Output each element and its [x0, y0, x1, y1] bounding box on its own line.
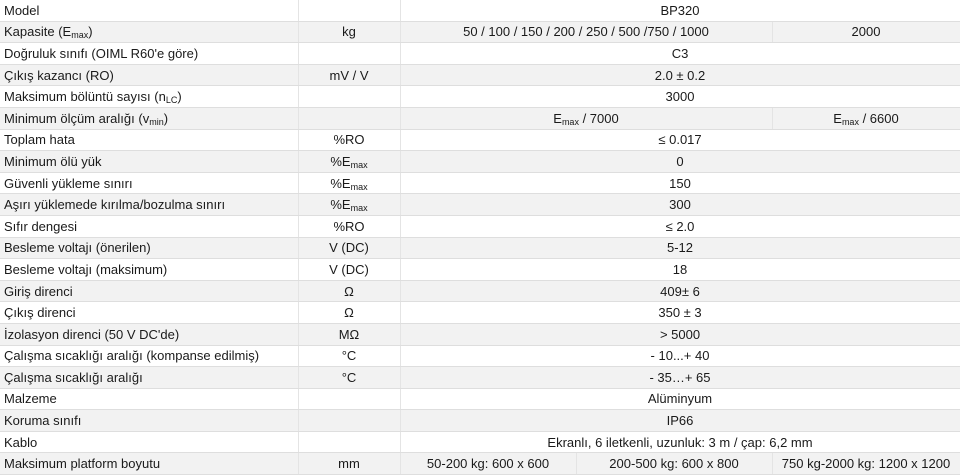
unit-cell: Ω [298, 280, 400, 302]
row-min-interval [0, 107, 960, 129]
row-capacity [0, 21, 960, 43]
row-output-gain [0, 64, 960, 86]
unit-cell: $\%E_{max}$ [298, 194, 400, 216]
param-label: Aşırı yüklemede kırılma/bozulma sınırı [0, 194, 298, 216]
value-cell: 0 [400, 151, 960, 173]
value-cell: 5-12 [400, 237, 960, 259]
unit-cell [298, 431, 400, 453]
row-model [0, 0, 960, 21]
value-cell: 200-500 kg: 600 x 800 [576, 453, 772, 475]
value-cell: 300 [400, 194, 960, 216]
row-zero-balance [0, 215, 960, 237]
param-label: Sıfır dengesi [0, 215, 298, 237]
value-cell: 750 kg-2000 kg: 1200 x 1200 [772, 453, 960, 475]
param-label: Kapasite $(E_{max})$ [0, 21, 298, 43]
value-cell: - 35…+ 65 [400, 367, 960, 389]
param-label: Maksimum bölüntü sayısı $(n_{LC})$ [0, 86, 298, 108]
unit-cell [298, 0, 400, 21]
unit-cell [298, 43, 400, 65]
unit-cell: $\%E_{max}$ [298, 151, 400, 173]
row-total-error [0, 129, 960, 151]
row-accuracy-class [0, 43, 960, 65]
row-supply-max [0, 259, 960, 281]
row-max-divisions [0, 86, 960, 108]
param-label: Giriş direnci [0, 280, 298, 302]
value-cell: C3 [400, 43, 960, 65]
unit-cell: V (DC) [298, 237, 400, 259]
unit-cell: mV / V [298, 64, 400, 86]
value-cell: 18 [400, 259, 960, 281]
row-break-load [0, 194, 960, 216]
unit-cell: °C [298, 345, 400, 367]
row-temp-compensated [0, 345, 960, 367]
value-cell: BP320 [400, 0, 960, 21]
row-min-dead-load [0, 151, 960, 173]
param-label: Minimum ölü yük [0, 151, 298, 173]
value-cell: 50-200 kg: 600 x 600 [400, 453, 576, 475]
row-supply-recommended [0, 237, 960, 259]
unit-cell: %RO [298, 129, 400, 151]
unit-cell [298, 107, 400, 129]
param-label: Toplam hata [0, 129, 298, 151]
value-cell: ≤ 0.017 [400, 129, 960, 151]
unit-cell: $\%E_{max}$ [298, 172, 400, 194]
unit-cell: mm [298, 453, 400, 475]
unit-cell: %RO [298, 215, 400, 237]
value-cell: Ekranlı, 6 iletkenli, uzunluk: 3 m / çap: 6,2 mm [400, 431, 960, 453]
param-label: İzolasyon direnci (50 V DC'de) [0, 323, 298, 345]
value-cell: 2000 [772, 21, 960, 43]
param-label: Besleme voltajı (önerilen) [0, 237, 298, 259]
param-label: Çıkış kazancı (RO) [0, 64, 298, 86]
value-cell: 50 / 100 / 150 / 200 / 250 / 500 /750 / 1000 [400, 21, 772, 43]
unit-cell: Ω [298, 302, 400, 324]
row-safe-load [0, 172, 960, 194]
value-cell: IP66 [400, 410, 960, 432]
param-label: Çalışma sıcaklığı aralığı (kompanse edilmiş) [0, 345, 298, 367]
param-label: Çalışma sıcaklığı aralığı [0, 367, 298, 389]
param-label: Koruma sınıfı [0, 410, 298, 432]
row-protection [0, 410, 960, 432]
unit-cell [298, 388, 400, 410]
value-cell: - 10...+ 40 [400, 345, 960, 367]
value-cell: ≤ 2.0 [400, 215, 960, 237]
param-label: Güvenli yükleme sınırı [0, 172, 298, 194]
param-label: Maksimum platform boyutu [0, 453, 298, 475]
param-label: Besleme voltajı (maksimum) [0, 259, 298, 281]
param-label: Çıkış direnci [0, 302, 298, 324]
unit-cell: kg [298, 21, 400, 43]
row-material [0, 388, 960, 410]
row-input-resistance [0, 280, 960, 302]
unit-cell: V (DC) [298, 259, 400, 281]
value-cell: > 5000 [400, 323, 960, 345]
value-cell: $E_{max} / 7000$ [400, 107, 772, 129]
value-cell: 409± 6 [400, 280, 960, 302]
value-cell: 3000 [400, 86, 960, 108]
param-label: Kablo [0, 431, 298, 453]
param-label: Malzeme [0, 388, 298, 410]
unit-cell: °C [298, 367, 400, 389]
param-label: Doğruluk sınıfı (OIML R60'e göre) [0, 43, 298, 65]
value-cell: Alüminyum [400, 388, 960, 410]
value-cell: $E_{max} / 6600$ [772, 107, 960, 129]
row-output-resistance [0, 302, 960, 324]
row-cable [0, 431, 960, 453]
value-cell: 2.0 ± 0.2 [400, 64, 960, 86]
row-temp-operating [0, 367, 960, 389]
value-cell: 150 [400, 172, 960, 194]
row-insulation [0, 323, 960, 345]
unit-cell [298, 86, 400, 108]
param-label: Model [0, 0, 298, 21]
value-cell: 350 ± 3 [400, 302, 960, 324]
param-label: Minimum ölçüm aralığı $(v_{min})$ [0, 107, 298, 129]
unit-cell: MΩ [298, 323, 400, 345]
unit-cell [298, 410, 400, 432]
